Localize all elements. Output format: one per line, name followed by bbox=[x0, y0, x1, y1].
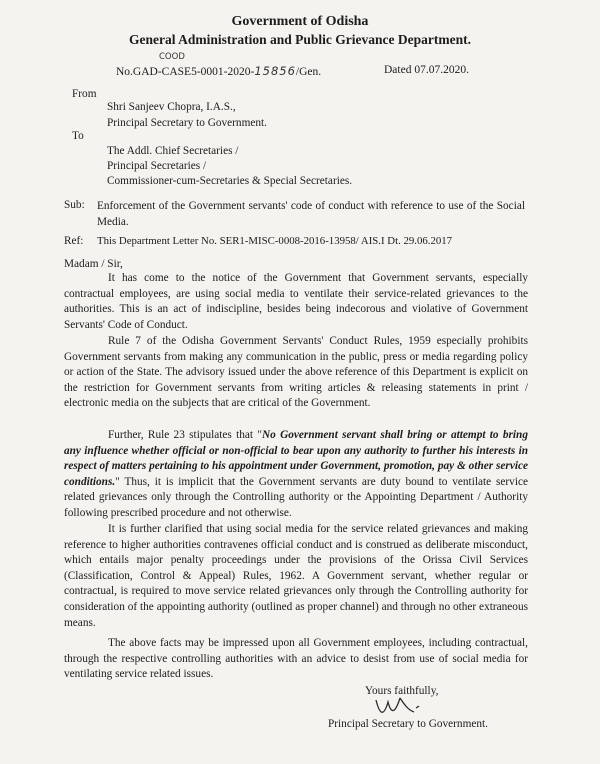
reference-suffix: /Gen. bbox=[295, 66, 322, 78]
ref-text: This Department Letter No. SER1-MISC-0008-2016-13958/ AIS.I Dt. 29.06.2017 bbox=[97, 235, 453, 247]
letter-reference-number bbox=[116, 64, 321, 78]
reference-prefix: No.GAD-CASE5-0001-2020- bbox=[116, 66, 255, 78]
paragraph-5: The above facts may be impressed upon all Government employees, including contractual, through the respective controlling authorities with an advice to desist from use of social media for ventilating service related issues. bbox=[64, 637, 528, 681]
ref-label: Ref: bbox=[64, 235, 84, 247]
yours-faithfully: Yours faithfully, bbox=[365, 685, 439, 697]
header-government: Government of Odisha bbox=[231, 14, 369, 29]
subject-text: Enforcement of the Government servants' code of conduct with reference to use of the Social Media. bbox=[97, 200, 525, 228]
paragraph-2: Rule 7 of the Odisha Government Servants' Conduct Rules, 1959 especially prohibits Government servants from making any communication in the public, press or media regarding policy or action of the State. The advisory issued under the above reference of this Department is explicit on the restriction for Government servants from writing articles & releasing statements in print / electronic media on the subjects that are critical of the Government. bbox=[64, 335, 528, 410]
header-department: General Administration and Public Grievance Department. bbox=[129, 32, 471, 47]
handwritten-code: COOD bbox=[159, 52, 185, 62]
paragraph-3 bbox=[64, 428, 528, 522]
paragraph-3-end: " Thus, it is implicit that the Government servants are duty bound to ventilate service related grievances only through the Controlling authority or the Appointing Department / Authority following prescribed procedure and not otherwise. bbox=[64, 475, 528, 519]
recipient-line-3: Commissioner-cum-Secretaries & Special Secretaries. bbox=[107, 175, 353, 187]
to-label: To bbox=[72, 130, 84, 142]
recipient-line-1: The Addl. Chief Secretaries / bbox=[107, 145, 239, 157]
salutation: Madam / Sir, bbox=[64, 258, 123, 270]
sender-designation: Principal Secretary to Government. bbox=[107, 117, 267, 129]
paragraph-4: It is further clarified that using social media for the service related grievances and making reference to higher authorities contravenes official conduct and is construed as deliberate misconduct, which entails major penalty proceedings under the provisions of the Orissa Civil Services (Classification, Control & Appeal) Rules, 1962. A Government servant, whether regular or contractual, is required to move service related grievances only through the Controlling authority for consideration of the appointing authority (outlined as proper channel) and through no other extraneous means. bbox=[64, 523, 528, 629]
from-label: From bbox=[72, 88, 97, 100]
subject-label: Sub: bbox=[64, 199, 85, 211]
sender-name: Shri Sanjeev Chopra, I.A.S., bbox=[107, 101, 236, 113]
paragraph-3-start: Further, Rule 23 stipulates that " bbox=[108, 429, 262, 441]
signatory-designation: Principal Secretary to Government. bbox=[328, 718, 488, 730]
rule-23-quote: No Government servant shall bring or attempt to bring any influence whether official or non-official to bear upon any authority to further his interests in respect of matters pertaining to his appointment under Government, promotion, pay & other service conditions. bbox=[64, 429, 528, 488]
paragraph-1: It has come to the notice of the Government that Government servants, especially contractual employees, are using social media to ventilate their service-related grievances to the authorities. This is an act of indiscipline, besides being indecorous and violative of Government Servants' Code of Conduct. bbox=[64, 272, 528, 331]
handwritten-number: 15856 bbox=[254, 64, 296, 78]
recipient-line-2: Principal Secretaries / bbox=[107, 160, 207, 172]
letter-date: Dated 07.07.2020. bbox=[384, 64, 469, 76]
